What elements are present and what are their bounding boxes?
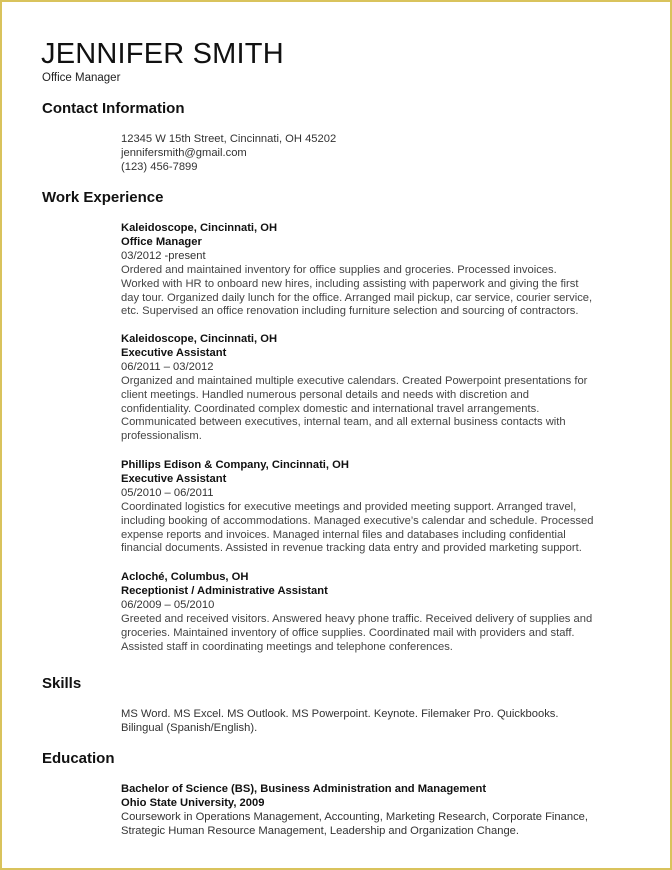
job-entry [121,459,641,556]
education-school: Ohio State University, 2009 [121,796,265,809]
job-dates: 06/2011 – 03/2012 [121,360,214,373]
job-description-line: including booking of accommodations. Managed executive’s calendar and schedule. Processed [121,514,594,527]
job-entry [121,571,641,654]
job-description-line: Greeted and received visitors. Answered heavy phone traffic. Received delivery of supplies and [121,612,593,625]
job-description-line: financial documents. Assisted in revenue tracking data entry and provided marketing support. [121,542,582,555]
education-coursework-line: Strategic Human Resource Management, Leadership and Organization Change. [121,824,520,837]
section-title-work: Work Experience [42,189,164,206]
skills-line: Bilingual (Spanish/English). [121,721,258,734]
job-company: Kaleidoscope, Cincinnati, OH [121,333,278,345]
candidate-name: JENNIFER SMITH [41,38,284,70]
education-entry [121,783,641,839]
job-description-line: groceries. Maintained inventory of office supplies. Coordinated mail with providers and staff. [121,626,575,639]
contact-block [121,133,636,175]
contact-address: 12345 W 15th Street, Cincinnati, OH 45202 [121,133,337,145]
job-company: Kaleidoscope, Cincinnati, OH [121,222,278,234]
job-description-line: Communicated between executives, internal team, and all external business contacts with [121,416,566,429]
job-description-line: Assisted staff in coordinating meetings and telephone conferences. [121,640,453,653]
education-degree: Bachelor of Science (BS), Business Administration and Management [121,783,487,795]
job-title: Office Manager [121,235,202,248]
job-description-line: expense reports and invoices. Managed internal files and databases including confidential [121,528,566,541]
job-description-line: professionalism. [121,430,202,443]
education-coursework-line: Coursework in Operations Management, Accounting, Marketing Research, Corporate Finance, [121,810,589,823]
candidate-role: Office Manager [42,72,121,84]
skills-line: MS Word. MS Excel. MS Outlook. MS Powerpoint. Keynote. Filemaker Pro. Quickbooks. [121,708,559,720]
job-title: Receptionist / Administrative Assistant [121,584,328,597]
job-description-line: Worked with HR to onboard new hires, including assisting with paperwork and giving the first [121,277,579,290]
job-entry [121,222,641,319]
job-title: Executive Assistant [121,472,227,485]
job-dates: 05/2010 – 06/2011 [121,486,214,499]
job-description-line: etc. Supervised an office renovation including furniture selection and sourcing of contractors. [121,305,579,318]
job-title: Executive Assistant [121,346,227,359]
job-description-line: client meetings. Handled numerous personal details and needs with discretion and [121,388,529,401]
skills-block [121,708,636,736]
job-entry [121,333,641,444]
section-title-contact: Contact Information [42,100,185,117]
section-title-skills: Skills [42,675,82,692]
contact-phone: (123) 456-7899 [121,160,198,173]
job-description-line: day tour. Organized daily lunch for the office. Arranged mail pickup, car service, courier service, [121,291,593,304]
job-description-line: Coordinated logistics for executive meetings and provided meeting support. Arranged travel, [121,500,577,513]
job-dates: 03/2012 -present [121,249,206,262]
job-description-line: Ordered and maintained inventory for office supplies and groceries. Processed invoices. [121,263,557,276]
job-description-line: Organized and maintained multiple executive calendars. Created Powerpoint presentations for [121,374,588,387]
job-company: Acloché, Columbus, OH [121,571,249,583]
job-description-line: confidentiality. Coordinated complex domestic and international travel arrangements. [121,402,540,415]
job-company: Phillips Edison & Company, Cincinnati, OH [121,459,349,471]
section-title-education: Education [42,750,115,767]
contact-email: jennifersmith@gmail.com [121,146,247,159]
job-dates: 06/2009 – 05/2010 [121,598,215,611]
